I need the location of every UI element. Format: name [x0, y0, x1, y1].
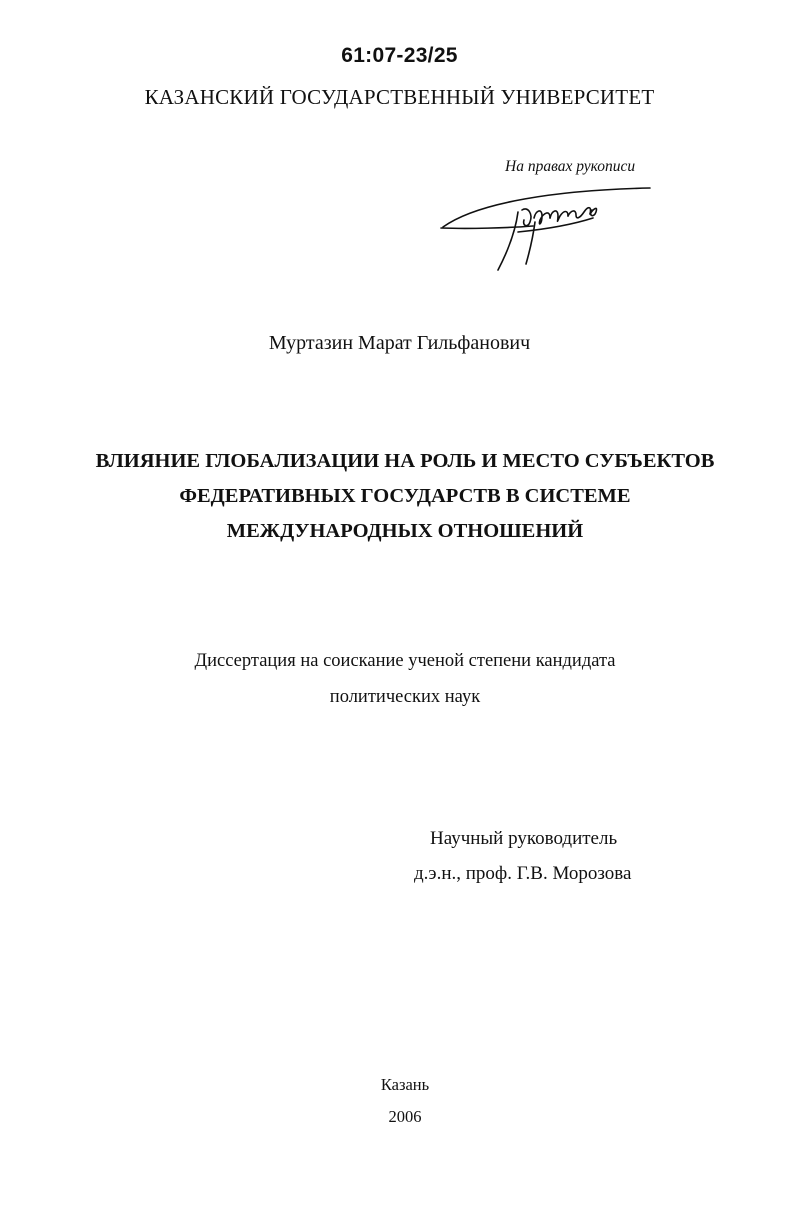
city: Казань	[380, 1075, 430, 1094]
year: 2006	[388, 1107, 422, 1126]
author-name: Муртазин Марат Гильфанович	[268, 332, 531, 354]
author-signature	[438, 182, 658, 277]
degree-statement-line: Диссертация на соискание ученой степени кандидата	[194, 651, 616, 671]
dissertation-title-line: МЕЖДУНАРОДНЫХ ОТНОШЕНИЙ	[226, 520, 584, 542]
supervisor-label: Научный руководитель	[430, 828, 618, 849]
manuscript-rights-note: На правах рукописи	[505, 158, 636, 175]
dissertation-title-line: ВЛИЯНИЕ ГЛОБАЛИЗАЦИИ НА РОЛЬ И МЕСТО СУБЪЕКТОВ	[95, 450, 715, 472]
supervisor-name: д.э.н., проф. Г.В. Морозова	[414, 863, 632, 884]
dissertation-title-line: ФЕДЕРАТИВНЫХ ГОСУДАРСТВ В СИСТЕМЕ	[179, 485, 631, 507]
university-name: КАЗАНСКИЙ ГОСУДАРСТВЕННЫЙ УНИВЕРСИТЕТ	[144, 85, 655, 109]
document-code: 61:07-23/25	[341, 44, 458, 67]
degree-statement-line: политических наук	[329, 687, 481, 707]
